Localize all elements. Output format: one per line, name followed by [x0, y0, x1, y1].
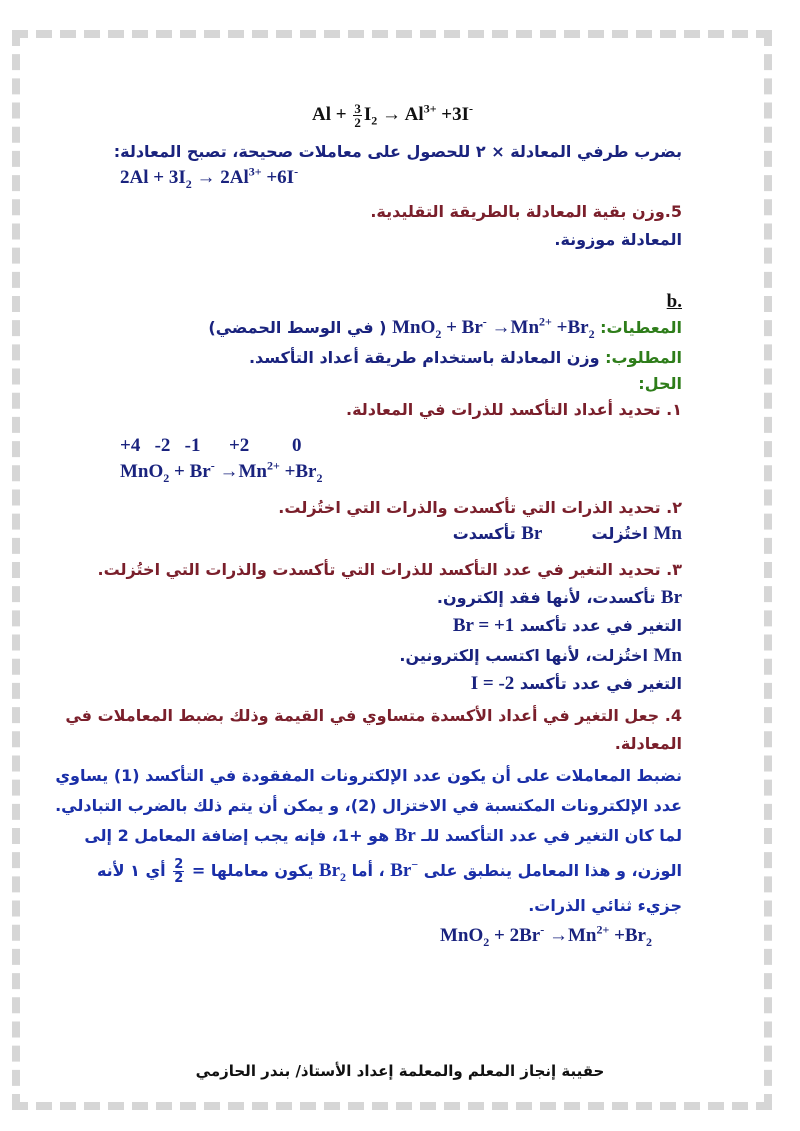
br-oxidized: Br تأكسدت، لأنها فقد إلكترون. [436, 587, 682, 608]
step-2-detail: Mn اختُزلت Br تأكسدت [452, 523, 682, 544]
required-text: وزن المعادلة باستخدام طريقة أعداد التأكسد. [248, 348, 606, 367]
mn-change: التغير في عدد تأكسد I = -2 [470, 673, 682, 694]
given-line [208, 314, 682, 341]
equation-final: $MnO_2 + 2Br^- \to Mn^{2+} +Br_2$ [440, 922, 652, 949]
required-label: المطلوب: [605, 348, 682, 367]
step-4-cont: المعادلة. [614, 734, 682, 753]
multiply-instruction: بضرب طرفي المعادلة × ٢ للحصول على معاملات صحيحة، تصبح المعادلة: [113, 142, 682, 161]
given-equation: $MnO_2 + Br^- \to Mn^{2+} +Br_2$ [392, 314, 595, 341]
fraction-three-halves: $\frac{3}{2}$ [354, 101, 361, 130]
equation-mno2-br: $MnO_2 + Br^- \to Mn^{2+} +Br_2$ [120, 458, 323, 485]
step-3: ٣. تحديد التغير في عدد التأكسد للذرات التي تأكسدت والذرات التي اختُزلت. [97, 560, 682, 579]
paragraph-line-2: عدد الإلكترونات المكتسبة في الاختزال (2)، و يمكن أن يتم ذلك بالضرب التبادلي. [55, 796, 682, 815]
page-footer: حقيبة إنجاز المعلم والمعلمة إعداد الأستاذ/ بندر الحازمي [195, 1062, 605, 1080]
paragraph-line-5: جزيء ثنائي الذرات. [528, 896, 682, 915]
fraction-two-halves: $\frac{2}{2}$ [174, 857, 184, 886]
step-5: 5.وزن بقية المعادلة بالطريقة التقليدية. [370, 202, 682, 221]
required-line [249, 348, 682, 368]
equation-balanced-iodine: $2Al + 3I_2 \to 2Al^{3+} +6I^-$ [120, 164, 299, 191]
step-2: ٢. تحديد الذرات التي تأكسدت والذرات التي اختُزلت. [278, 498, 682, 517]
solution-label: الحل: [638, 374, 682, 393]
br-change: التغير في عدد تأكسد Br = +1 [452, 615, 682, 636]
paragraph-line-1: نضبط المعاملات على أن يكون عدد الإلكترونات المفقودة في التأكسد (1) يساوي [55, 766, 682, 785]
equation-al-iodine: Al + $\frac{3}{2}$ $I_2 \to Al^{3+} +3I^-$ [312, 101, 474, 130]
balanced-note: المعادلة موزونة. [554, 230, 682, 249]
step-1: ١. تحديد أعداد التأكسد للذرات في المعادلة. [346, 400, 682, 419]
part-b-label: .b [666, 291, 682, 312]
paragraph-line-4: الوزن، و هذا المعامل ينطبق على Br− ، أما $Br_2$ يكون معاملها = $\frac{2}{2}$ أي ١ لأنه [96, 857, 682, 886]
step-4: 4. جعل التغير في أعداد الأكسدة متساوي في القيمة وذلك بضبط المعاملات في [65, 706, 682, 725]
paragraph-line-3: لما كان التغير في عدد التأكسد للـ Br هو +1، فإنه يجب إضافة المعامل 2 إلى [84, 825, 682, 846]
acidic-medium-note: ( في الوسط الحمضي) [208, 318, 387, 337]
mn-reduced: Mn اختُزلت، لأنها اكتسب إلكترونين. [399, 645, 682, 666]
oxidation-numbers: +4 -2 -1 +2 0 [120, 435, 302, 456]
given-label: المعطيات: [600, 318, 682, 337]
